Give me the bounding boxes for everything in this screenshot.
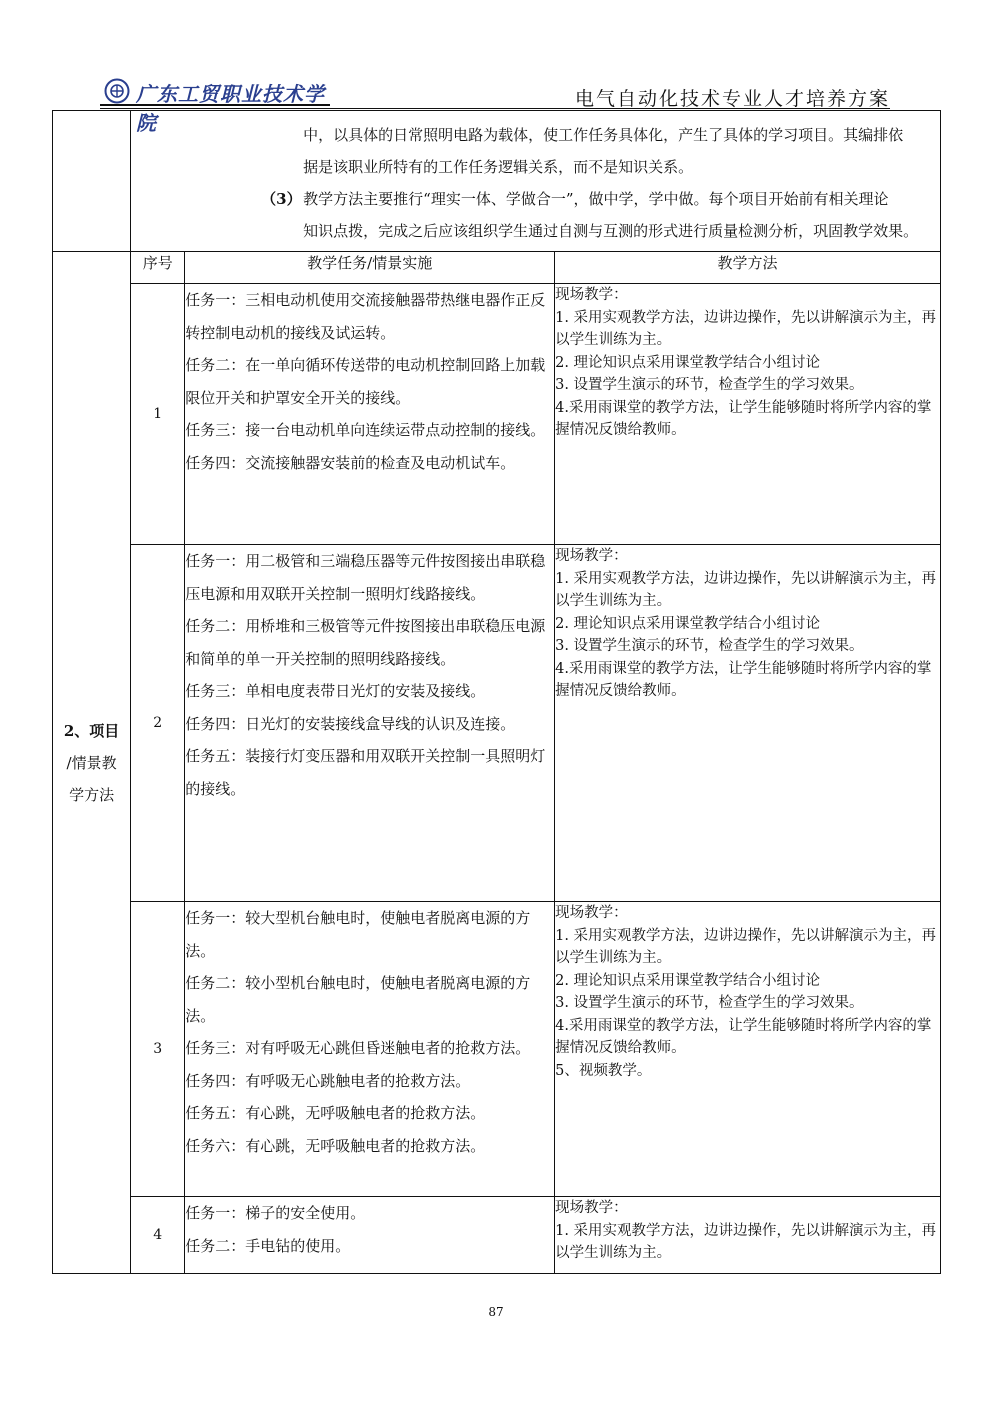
method-item: 2. 理论知识点采用课堂教学结合小组讨论 bbox=[555, 354, 821, 371]
row-tasks bbox=[185, 902, 555, 1197]
method-item: 5、视频教学。 bbox=[555, 1062, 652, 1079]
row-seq: 2 bbox=[131, 545, 185, 902]
task-item: 任务一：用二极管和三端稳压器等元件按图接出串联稳压电源和用双联开关控制一照明灯线路接线。 bbox=[185, 552, 546, 603]
method-item: 4.采用雨课堂的教学方法，让学生能够随时将所学内容的掌握情况反馈给教师。 bbox=[555, 660, 932, 699]
item3-line-2: 知识点拨，完成之后应该组织学生通过自测与互测的形式进行质量检测分析，巩固教学效果。 bbox=[303, 222, 919, 240]
teaching-methods-table bbox=[52, 110, 941, 1274]
task-item: 任务三：对有呼吸无心跳但昏迷触电者的抢救方法。 bbox=[185, 1039, 531, 1057]
intro-row bbox=[53, 111, 941, 252]
header-rule-strong bbox=[100, 104, 330, 106]
task-item: 任务四：有呼吸无心跳触电者的抢救方法。 bbox=[185, 1071, 471, 1090]
method-item: 3. 设置学生演示的环节，检查学生的学习效果。 bbox=[555, 377, 864, 393]
header-methods: 教学方法 bbox=[555, 252, 941, 284]
method-item: 现场教学： bbox=[555, 548, 628, 564]
row-tasks bbox=[185, 284, 555, 545]
task-item: 任务五：有心跳，无呼吸触电者的抢救方法。 bbox=[185, 1104, 486, 1122]
table-row bbox=[53, 284, 941, 545]
task-item: 任务二：在一单向循环传送带的电动机控制回路上加载限位开关和护罩安全开关的接线。 bbox=[185, 356, 546, 407]
method-item: 2. 理论知识点采用课堂教学结合小组讨论 bbox=[555, 972, 821, 989]
section-label-3: 学方法 bbox=[69, 785, 115, 804]
document-title: 电气自动化技术专业人才培养方案 bbox=[574, 88, 890, 110]
method-item: 1. 采用实观教学方法，边讲边操作，先以讲解演示为主，再以学生训练为主。 bbox=[555, 1222, 937, 1261]
task-item: 任务五：装接行灯变压器和用双联开关控制一具照明灯的接线。 bbox=[185, 747, 546, 798]
method-item: 3. 设置学生演示的环节，检查学生的学习效果。 bbox=[555, 638, 864, 654]
section-label-cell bbox=[53, 252, 131, 1274]
table-header-row bbox=[53, 252, 941, 284]
method-item: 1. 采用实观教学方法，边讲边操作，先以讲解演示为主，再以学生训练为主。 bbox=[555, 927, 937, 966]
row-methods bbox=[555, 1197, 941, 1274]
method-item: 4.采用雨课堂的教学方法，让学生能够随时将所学内容的掌握情况反馈给教师。 bbox=[555, 399, 932, 438]
method-item: 1. 采用实观教学方法，边讲边操作，先以讲解演示为主，再以学生训练为主。 bbox=[555, 570, 937, 609]
intro-left-cell bbox=[53, 111, 131, 252]
item3-line-1: 教学方法主要推行“理实一体、学做合一”，做中学，学中做。每个项目开始前有相关理论 bbox=[303, 190, 889, 208]
task-item: 任务二：较小型机台触电时，使触电者脱离电源的方法。 bbox=[185, 974, 531, 1025]
method-item: 3. 设置学生演示的环节，检查学生的学习效果。 bbox=[555, 995, 864, 1011]
task-item: 任务三：单相电度表带日光灯的安装及接线。 bbox=[185, 682, 486, 700]
method-item: 1. 采用实观教学方法，边讲边操作，先以讲解演示为主，再以学生训练为主。 bbox=[555, 309, 937, 348]
row-tasks bbox=[185, 1197, 555, 1274]
section-label-2: /情景教 bbox=[66, 753, 117, 772]
task-item: 任务一：梯子的安全使用。 bbox=[185, 1204, 366, 1222]
section-label-1: 2、项目 bbox=[63, 721, 120, 740]
row-methods bbox=[555, 545, 941, 902]
method-item: 2. 理论知识点采用课堂教学结合小组讨论 bbox=[555, 615, 821, 632]
header-tasks: 教学任务/情景实施 bbox=[185, 252, 555, 284]
method-item: 现场教学： bbox=[555, 905, 628, 921]
row-tasks bbox=[185, 545, 555, 902]
intro-line-2: 据是该职业所特有的工作任务逻辑关系，而不是知识关系。 bbox=[303, 158, 694, 176]
task-item: 任务二：手电钻的使用。 bbox=[185, 1236, 351, 1255]
task-item: 任务三：接一台电动机单向连续运带点动控制的接线。 bbox=[185, 421, 546, 439]
method-item: 现场教学： bbox=[555, 1200, 628, 1216]
row-seq: 3 bbox=[131, 902, 185, 1197]
item3-number: （3） bbox=[261, 190, 302, 208]
row-seq: 4 bbox=[131, 1197, 185, 1274]
row-seq: 1 bbox=[131, 284, 185, 545]
page-header bbox=[100, 72, 890, 135]
table-row bbox=[53, 902, 941, 1197]
intro-line-1: 中，以具体的日常照明电路为载体，使工作任务具体化，产生了具体的学习项目。其编排依 bbox=[303, 126, 904, 144]
table-row bbox=[53, 1197, 941, 1274]
method-item: 现场教学： bbox=[555, 287, 628, 303]
row-methods bbox=[555, 902, 941, 1197]
intro-cell bbox=[131, 111, 941, 252]
table-row bbox=[53, 545, 941, 902]
task-item: 任务四：交流接触器安装前的检查及电动机试车。 bbox=[185, 453, 516, 472]
task-item: 任务一：较大型机台触电时，使触电者脱离电源的方法。 bbox=[185, 909, 531, 960]
task-item: 任务二：用桥堆和三极管等元件按图接出串联稳压电源和简单的单一开关控制的照明线路接线。 bbox=[185, 617, 546, 668]
college-logo bbox=[100, 74, 340, 135]
page-number: 87 bbox=[488, 1305, 504, 1319]
task-item: 任务六：有心跳，无呼吸触电者的抢救方法。 bbox=[185, 1136, 486, 1155]
college-emblem-icon bbox=[104, 78, 130, 104]
row-methods bbox=[555, 284, 941, 545]
header-rule bbox=[100, 108, 890, 109]
task-item: 任务一：三相电动机使用交流接触器带热继电器作正反转控制电动机的接线及试运转。 bbox=[185, 291, 546, 342]
header-seq: 序号 bbox=[131, 252, 185, 284]
college-name: 广东工贸职业技术学院 bbox=[136, 82, 325, 135]
method-item: 4.采用雨课堂的教学方法，让学生能够随时将所学内容的掌握情况反馈给教师。 bbox=[555, 1017, 932, 1056]
task-item: 任务四：日光灯的安装接线盒导线的认识及连接。 bbox=[185, 714, 516, 733]
